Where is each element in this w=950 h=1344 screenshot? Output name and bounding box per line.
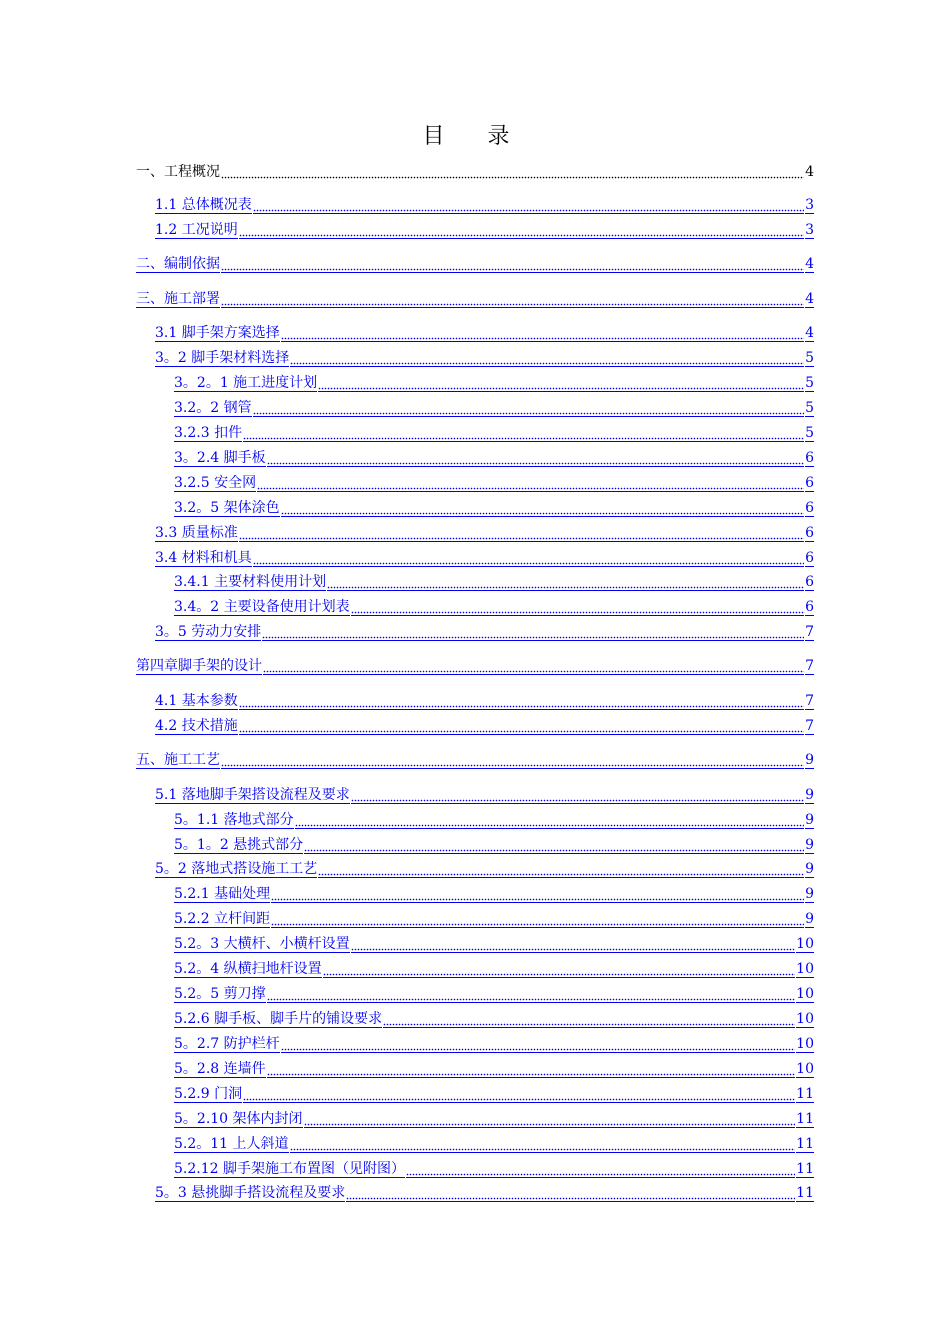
toc-entry-page-number: 10: [796, 936, 814, 952]
toc-dot-leader: [221, 291, 804, 308]
toc-entry[interactable]: [155, 786, 814, 804]
toc-entry-text: 5.2.6 脚手板、脚手片的铺设要求: [174, 1011, 383, 1027]
toc-dot-leader: [318, 375, 804, 392]
toc-dot-leader: [267, 450, 804, 467]
toc-entry[interactable]: [155, 1184, 814, 1202]
toc-entry[interactable]: [136, 290, 814, 308]
toc-dot-leader: [253, 550, 804, 567]
toc-entry-text: 5。2.7 防护栏杆: [174, 1036, 280, 1052]
toc-entry[interactable]: [155, 524, 814, 542]
toc-entry-page-number: 10: [796, 986, 814, 1002]
toc-entry[interactable]: [155, 196, 814, 214]
toc-entry[interactable]: [174, 399, 814, 417]
toc-dot-leader: [295, 812, 804, 829]
toc-entry[interactable]: [155, 717, 814, 735]
toc-entry[interactable]: [174, 1135, 814, 1153]
toc-dot-leader: [304, 837, 804, 854]
toc-dot-leader: [263, 658, 804, 675]
toc-entry-text: 3.2.3 扣件: [174, 425, 243, 441]
toc-entry-text: 4.1 基本参数: [155, 693, 238, 709]
toc-dot-leader: [318, 861, 804, 878]
toc-entry[interactable]: [174, 1035, 814, 1053]
toc-entry-text: 4.2 技术措施: [155, 718, 238, 734]
toc-entry-page-number: 3: [805, 222, 814, 238]
toc-entry[interactable]: [174, 910, 814, 928]
toc-entry-page-number: 3: [805, 197, 814, 213]
toc-entry-text: 3.4 材料和机具: [155, 550, 252, 566]
toc-entry-text: 5。1.1 落地式部分: [174, 812, 294, 828]
toc-dot-leader: [239, 222, 804, 239]
toc-entry-text: 3.2。5 架体涂色: [174, 500, 280, 516]
toc-entry-text: 5.2.12 脚手架施工布置图（见附图）: [174, 1161, 405, 1177]
toc-entry[interactable]: [174, 885, 814, 903]
toc-dot-leader: [346, 1185, 795, 1202]
toc-entry[interactable]: [155, 860, 814, 878]
toc-dot-leader: [351, 599, 804, 616]
toc-entry[interactable]: [155, 324, 814, 342]
toc-entry-text: 3.4.1 主要材料使用计划: [174, 574, 327, 590]
toc-entry[interactable]: [174, 1110, 814, 1128]
toc-entry-text: 3。2.4 脚手板: [174, 450, 266, 466]
toc-entry-text: 一、工程概况: [136, 164, 220, 180]
toc-dot-leader: [239, 718, 804, 735]
toc-entry-text: 3.1 脚手架方案选择: [155, 325, 280, 341]
toc-entry[interactable]: [174, 1160, 814, 1178]
toc-entry[interactable]: [174, 573, 814, 591]
toc-entry-text: 5。3 悬挑脚手搭设流程及要求: [155, 1185, 346, 1201]
toc-entry-page-number: 6: [805, 574, 814, 590]
toc-entry-page-number: 7: [805, 658, 814, 674]
toc-entry-text: 5。2 落地式搭设施工工艺: [155, 861, 318, 877]
toc-entry-page-number: 10: [796, 1061, 814, 1077]
toc-entry-page-number: 6: [805, 550, 814, 566]
toc-entry-page-number: 11: [796, 1185, 814, 1201]
toc-dot-leader: [281, 325, 804, 342]
toc-entry-text: 5.1 落地脚手架搭设流程及要求: [155, 787, 350, 803]
toc-dot-leader: [221, 256, 804, 273]
toc-entry-page-number: 9: [805, 812, 814, 828]
toc-entry-page-number: 6: [805, 450, 814, 466]
toc-entry-page-number: 9: [805, 886, 814, 902]
toc-dot-leader: [290, 1136, 796, 1153]
toc-entry-text: 5.2。4 纵横扫地杆设置: [174, 961, 322, 977]
toc-entry-page-number: 7: [805, 693, 814, 709]
toc-entry-text: 3.3 质量标准: [155, 525, 238, 541]
toc-dot-leader: [221, 164, 804, 180]
toc-entry-page-number: 4: [805, 325, 814, 341]
toc-dot-leader: [327, 574, 804, 591]
toc-entry-page-number: 6: [805, 475, 814, 491]
toc-entry-page-number: 4: [805, 164, 814, 180]
toc-entry-page-number: 7: [805, 718, 814, 734]
toc-entry[interactable]: [136, 657, 814, 675]
toc-dot-leader: [253, 400, 804, 417]
toc-dot-leader: [267, 1061, 796, 1078]
toc-entry-text: 5.2。11 上人斜道: [174, 1136, 289, 1152]
toc-dot-leader: [281, 1036, 796, 1053]
toc-entry[interactable]: [174, 1060, 814, 1078]
toc-entry[interactable]: [136, 751, 814, 769]
toc-entry[interactable]: [174, 499, 814, 517]
toc-entry-text: 5。2.10 架体内封闭: [174, 1111, 303, 1127]
toc-entry[interactable]: [174, 836, 814, 854]
toc-entry-page-number: 9: [805, 861, 814, 877]
toc-dot-leader: [304, 1111, 796, 1128]
toc-entry[interactable]: [174, 1010, 814, 1028]
toc-entry[interactable]: [174, 1085, 814, 1103]
toc-entry-text: 3。2。1 施工进度计划: [174, 375, 318, 391]
toc-dot-leader: [239, 525, 804, 542]
toc-entry[interactable]: [174, 960, 814, 978]
toc-entry[interactable]: [155, 692, 814, 710]
toc-entry-text: 五、施工工艺: [136, 752, 220, 768]
toc-entry-page-number: 6: [805, 599, 814, 615]
toc-dot-leader: [406, 1161, 795, 1178]
toc-entry-page-number: 10: [796, 961, 814, 977]
toc-entry-page-number: 6: [805, 500, 814, 516]
toc-entry-text: 5.2.9 门洞: [174, 1086, 243, 1102]
toc-entry[interactable]: [174, 985, 814, 1003]
toc-entry[interactable]: [174, 811, 814, 829]
toc-entry-text: 3.2。2 钢管: [174, 400, 252, 416]
toc-entry[interactable]: [136, 162, 814, 180]
toc-entry-page-number: 7: [805, 624, 814, 640]
toc-entry-page-number: 9: [805, 911, 814, 927]
toc-dot-leader: [262, 624, 804, 641]
toc-dot-leader: [271, 911, 804, 928]
toc-dot-leader: [271, 886, 804, 903]
toc-dot-leader: [351, 936, 796, 953]
toc-dot-leader: [290, 350, 804, 367]
toc-dot-leader: [383, 1011, 795, 1028]
toc-entry[interactable]: [155, 549, 814, 567]
toc-entry-text: 3.2.5 安全网: [174, 475, 257, 491]
toc-entry[interactable]: [174, 449, 814, 467]
toc-entry[interactable]: [174, 374, 814, 392]
toc-entry-text: 3.4。2 主要设备使用计划表: [174, 599, 350, 615]
toc-entry-text: 5.2.1 基础处理: [174, 886, 271, 902]
toc-entry-page-number: 11: [796, 1086, 814, 1102]
toc-entry-page-number: 10: [796, 1011, 814, 1027]
toc-entry-text: 二、编制依据: [136, 256, 220, 272]
toc-entry-page-number: 9: [805, 837, 814, 853]
toc-entry[interactable]: [155, 349, 814, 367]
toc-entry[interactable]: [174, 935, 814, 953]
toc-entry-text: 5.2。5 剪刀撑: [174, 986, 266, 1002]
toc-entry[interactable]: [136, 255, 814, 273]
toc-title: 目 录: [422, 124, 528, 149]
toc-entry-page-number: 9: [805, 752, 814, 768]
toc-entry-text: 3。2 脚手架材料选择: [155, 350, 290, 366]
toc-dot-leader: [281, 500, 804, 517]
toc-entry[interactable]: [174, 424, 814, 442]
toc-entry[interactable]: [155, 623, 814, 641]
toc-entry-text: 5。1。2 悬挑式部分: [174, 837, 304, 853]
toc-entry[interactable]: [155, 221, 814, 239]
toc-entry-page-number: 11: [796, 1161, 814, 1177]
toc-entry-page-number: 4: [805, 256, 814, 272]
toc-dot-leader: [243, 425, 804, 442]
toc-entry-page-number: 6: [805, 525, 814, 541]
toc-entry-text: 3。5 劳动力安排: [155, 624, 262, 640]
toc-entry-text: 5。2.8 连墙件: [174, 1061, 266, 1077]
toc-dot-leader: [253, 197, 804, 214]
toc-entry-page-number: 9: [805, 787, 814, 803]
toc-entry-page-number: 5: [805, 400, 814, 416]
toc-entry-page-number: 11: [796, 1111, 814, 1127]
toc-entry-text: 第四章脚手架的设计: [136, 658, 262, 674]
toc-entry[interactable]: [174, 598, 814, 616]
toc-entry-text: 5.2。3 大横杆、小横杆设置: [174, 936, 350, 952]
toc-entry-text: 1.2 工况说明: [155, 222, 238, 238]
toc-dot-leader: [267, 986, 796, 1003]
toc-entry-page-number: 4: [805, 291, 814, 307]
toc-dot-leader: [323, 961, 796, 978]
toc-entry-text: 1.1 总体概况表: [155, 197, 252, 213]
toc-dot-leader: [351, 787, 804, 804]
toc-entry[interactable]: [174, 474, 814, 492]
toc-entry-page-number: 5: [805, 375, 814, 391]
toc-entry-text: 三、施工部署: [136, 291, 220, 307]
toc-entry-page-number: 11: [796, 1136, 814, 1152]
toc-dot-leader: [257, 475, 804, 492]
toc-dot-leader: [221, 752, 804, 769]
toc-entry-text: 5.2.2 立杆间距: [174, 911, 271, 927]
toc-dot-leader: [239, 693, 804, 710]
toc-dot-leader: [243, 1086, 795, 1103]
toc-entry-page-number: 5: [805, 425, 814, 441]
toc-entry-page-number: 5: [805, 350, 814, 366]
toc-entry-page-number: 10: [796, 1036, 814, 1052]
